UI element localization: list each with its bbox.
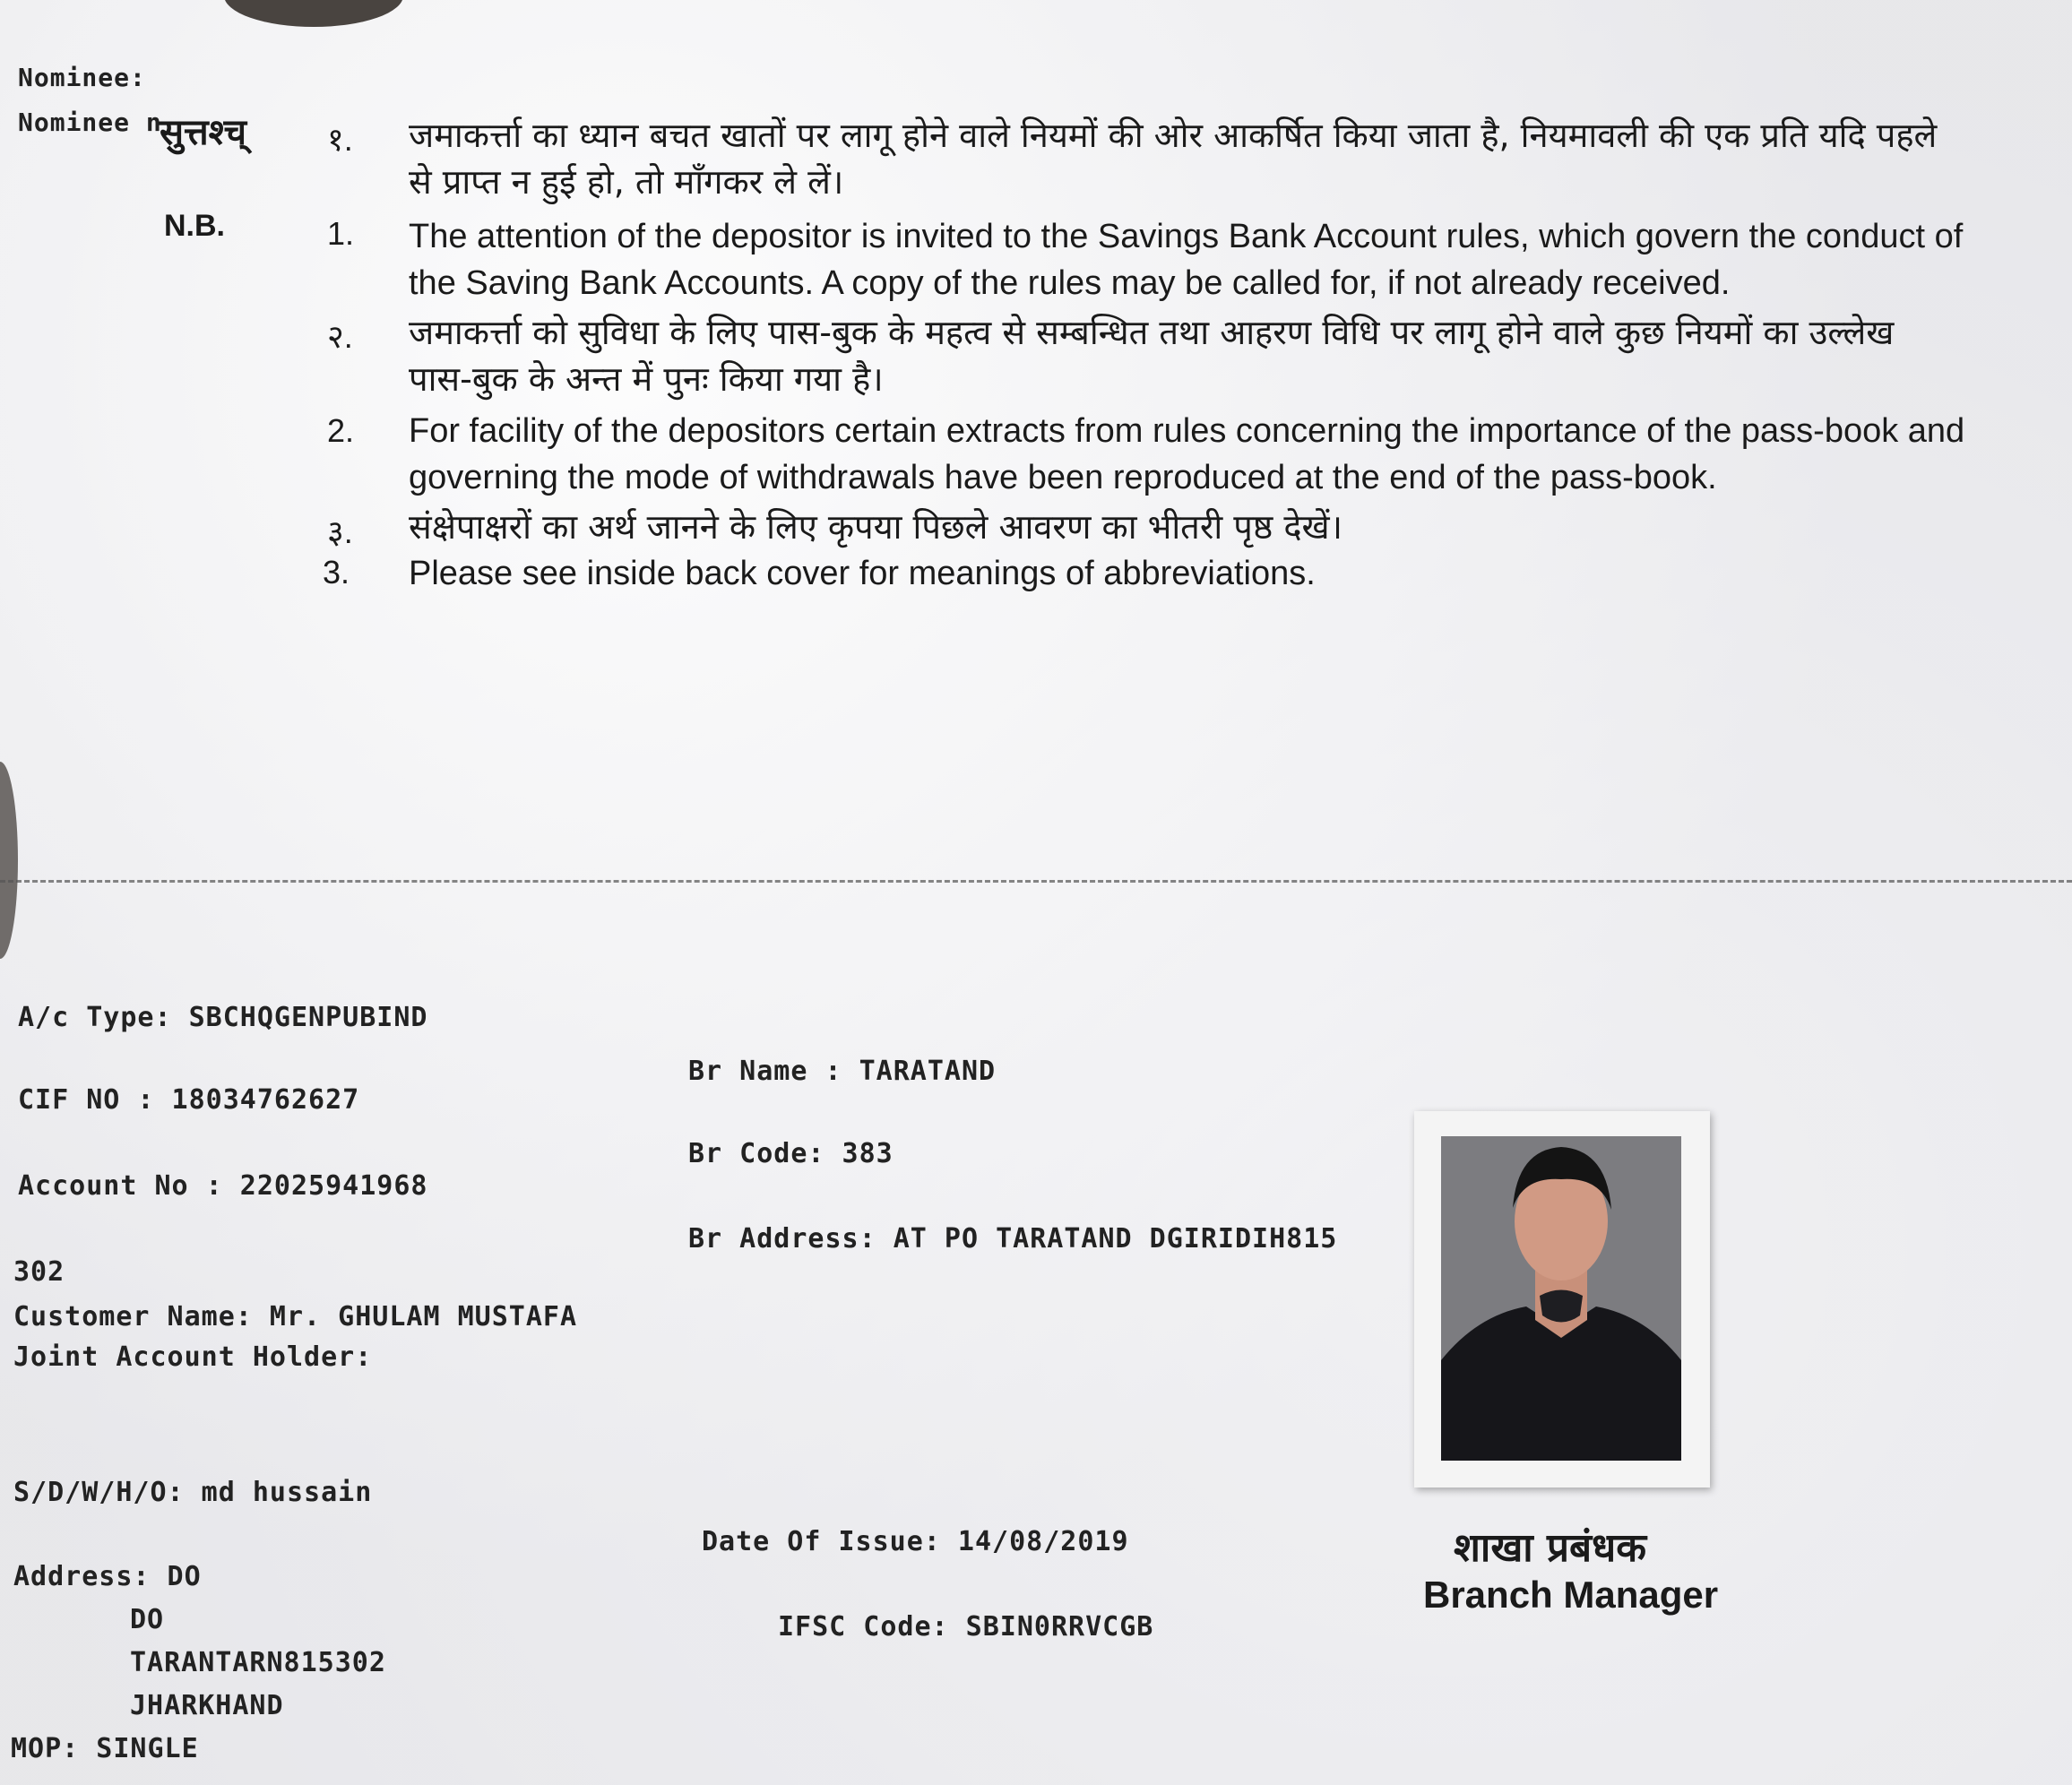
address-line-2: TARANTARN815302 xyxy=(130,1647,386,1678)
nominee-hindi-tag: सुत्तश्च् xyxy=(160,112,247,153)
nb-label: N.B. xyxy=(164,209,225,243)
rule-num-en-3: 3. xyxy=(323,554,350,591)
rule-text-en-1: The attention of the depositor is invited to the Savings Bank Account rules, which govern the conduct of the Saving Bank Accounts. A copy of the rules may be called for, if not already received. xyxy=(409,218,1964,302)
account-number: Account No : 22025941968 xyxy=(18,1170,428,1202)
rule-num-hi-1: १. xyxy=(327,121,353,158)
date-of-issue: Date Of Issue: 14/08/2019 xyxy=(702,1526,1129,1557)
account-type: A/c Type: SBCHQGENPUBIND xyxy=(18,1002,428,1033)
address-line-1: DO xyxy=(130,1604,165,1635)
rule-text-hi-3: संक्षेपाक्षरों का अर्थ जानने के लिए कृपया पिछले आवरण का भीतरी पृष्ठ देखें। xyxy=(409,507,1343,547)
rule-text-en-2: For facility of the depositors certain extracts from rules concerning the importance of the pass-book and governing the mode of withdrawals have been reproduced at the end of the pass-book. xyxy=(409,412,1965,496)
branch-manager-hindi: शाखा प्रबंधक xyxy=(1454,1525,1647,1571)
branch-manager-label: Branch Manager xyxy=(1423,1574,1719,1616)
rule-num-en-2: 2. xyxy=(327,412,355,449)
address-line-3: JHARKHAND xyxy=(130,1690,284,1721)
rule-num-en-1: 1. xyxy=(327,215,355,252)
account-holder-photo xyxy=(1414,1111,1710,1488)
branch-address: Br Address: AT PO TARATAND DGIRIDIH815 xyxy=(688,1223,1338,1255)
fold-line xyxy=(0,880,2072,883)
finger-shadow xyxy=(224,0,403,27)
rule-text-hi-1: जमाकर्त्ता का ध्यान बचत खातों पर लागू होने वाले नियमों की ओर आकर्षित किया जाता है, नियमावली की एक प्रति यदि पहले से प्राप्त न हुई हो, तो माँगकर ले लें। xyxy=(409,116,1938,202)
edge-shadow xyxy=(0,762,18,959)
branch-name: Br Name : TARATAND xyxy=(688,1056,997,1087)
branch-code: Br Code: 383 xyxy=(688,1138,894,1169)
rule-text-hi-2: जमाकर्त्ता को सुविधा के लिए पास-बुक के महत्व से सम्बन्धित तथा आहरण विधि पर लागू होने वाले कुछ नियमों का उल्लेख पास-बुक के अन्त में पुनः किया गया है। xyxy=(409,313,1895,399)
nominee-label: Nominee: xyxy=(18,63,146,92)
portrait-image xyxy=(1441,1136,1681,1461)
joint-account-holder: Joint Account Holder: xyxy=(13,1341,373,1373)
address-label: Address: DO xyxy=(13,1561,202,1592)
pin-tail: 302 xyxy=(13,1256,65,1288)
nominee-name-label: Nominee n xyxy=(18,108,162,137)
customer-name: Customer Name: Mr. GHULAM MUSTAFA xyxy=(13,1301,578,1332)
cif-number: CIF NO : 18034762627 xyxy=(18,1084,360,1116)
relation: S/D/W/H/O: md hussain xyxy=(13,1477,373,1508)
mode-of-operation: MOP: SINGLE xyxy=(11,1733,199,1764)
rule-num-hi-3: ३. xyxy=(327,513,353,550)
ifsc-code: IFSC Code: SBIN0RRVCGB xyxy=(778,1611,1154,1643)
rule-num-hi-2: २. xyxy=(327,318,353,355)
rule-text-en-3: Please see inside back cover for meanings of abbreviations. xyxy=(409,555,1316,592)
